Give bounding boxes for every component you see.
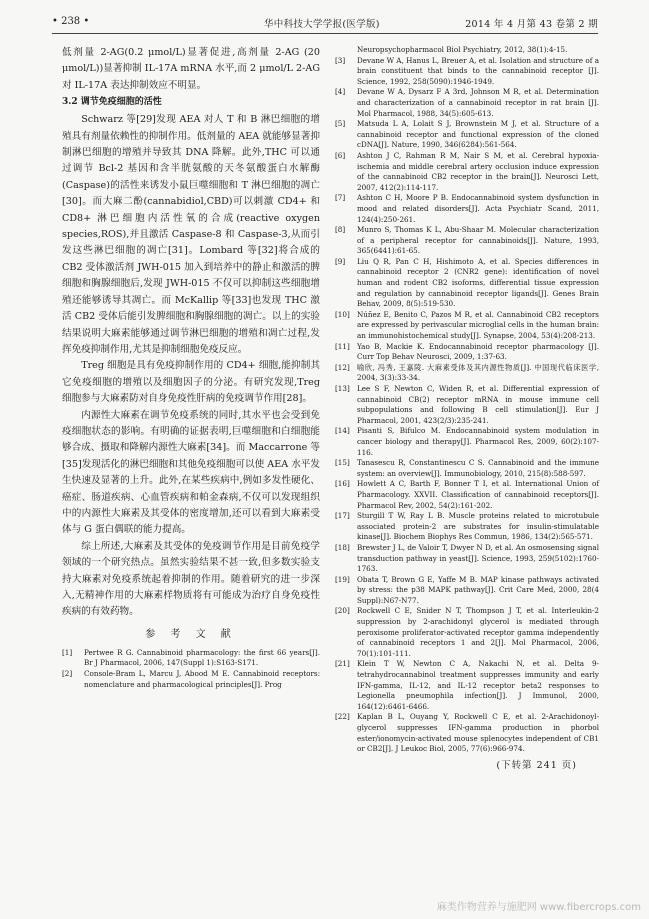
reference-number: [12] (335, 362, 350, 372)
reference-item (335, 479, 599, 511)
reference-number: [20] (335, 606, 350, 616)
reference-item (335, 363, 599, 384)
reference-text: Pertwee R G. Cannabinoid pharmacology: the first 66 years[J]. Br J Pharmacol, 2006, 147(Suppl 1):S163-S171. (84, 647, 320, 668)
reference-item (335, 151, 599, 193)
reference-number: [2] (62, 669, 73, 678)
reference-number: [8] (335, 225, 346, 235)
reference-number: [14] (335, 426, 350, 436)
reference-text: Matsuda L A, Lolait S J, Brownstein M J, et al. Structure of a cannabinoid receptor and functional expression of the cloned cDNA[J]. Nature, 1990, 346(6284):561-564. (357, 119, 599, 150)
reference-item (335, 225, 599, 257)
reference-text: Yao B, Mackie K. Endocannabinoid receptor pharmacology [J]. Curr Top Behav Neurosci, 2009, 1:37-63. (357, 341, 599, 362)
references-title: 参 考 文 献 (145, 628, 237, 640)
reference-text: Devane W A, Dysarz F A 3rd, Johnson M R, et al. Determination and characterization of a cannabinoid receptor in rat brain [J]. Mol Pharmacol, 1988, 34(5):605-613. (357, 87, 599, 118)
header-rule (52, 33, 598, 34)
reference-text: Munro S, Thomas K L, Abu-Shaar M. Molecular characterization of a peripheral receptor for cannabinoids[J]. Nature, 1993, 365(6441):61-65. (357, 225, 599, 256)
reference-item (335, 511, 599, 543)
paragraph-intro: 低剂量 2-AG(0.2 μmol/L)显著促进,高剂量 2-AG (20 μmol/L))显著抑制 IL-17A mRNA 水平,而 2 μmol/L 2-AG 对 IL-17A 表达抑制效应不明显。 (62, 47, 320, 91)
reference-text: Klein T W, Newton C A, Nakachi N, et al. Delta 9-tetrahydrocannabinol treatment suppresses immunity and early IFN-gamma, IL-12, and IL-12 receptor beta2 responses to Legionella pneumophila infection[J]. J Immunol, 2000, 164(12):6461-6466. (357, 659, 599, 711)
reference-text: Tanasescu R, Constantinescu C S. Cannabinoid and the immune system: an overview[J]. Immunobiology, 2010, 215(8):588-597. (357, 458, 599, 478)
reference-text: 喻欣, 冯秀, 王嘉陵. 大麻素受体及其内源性物质[J]. 中国现代临床医学, 2004, 3(3):33-34. (357, 362, 599, 383)
reference-text: Lee S F, Newton C, Widen R, et al. Differential expression of cannabinoid CB(2) receptor mRNA in mouse immune cell subpopulations and following B cell stimulation[J]. Eur J Pharmacol, 2001, 423(2/3):235-241. (357, 384, 599, 425)
reference-number: [13] (335, 384, 350, 393)
reference-item (335, 56, 599, 88)
watermark: 麻类作物营养与施肥网 www.fibercrops.com (436, 902, 641, 913)
journal-title: 华中科技大学学报(医学版) (264, 19, 380, 30)
reference-number (335, 45, 357, 56)
paragraph-lymphocyte: Schwarz 等[29]发现 AEA 对人 T 和 B 淋巴细胞的增殖具有剂量依赖性的抑制作用。低剂量的 AEA 就能够显著抑制淋巴细胞的增殖并导致其 DNA 降解。此外,THC 可以通过调节 Bcl-2 基因和含半胱氨酸的天冬氨酸蛋白水解酶(Caspase)的活性来诱发小鼠巨噬细胞和 T 淋巴细胞的凋亡[30]。而大麻二酚(cannabidiol,CBD)可以刺激 CD4+ 和 CD8+ 淋巴细胞内活性氧的合成(reactive oxygen species,ROS),并且激活 Caspase-8 和 Caspase-3,从而引发这些淋巴细胞的凋亡[31]。Lombard 等[32]将合成的 CB2 受体激活剂 JWH-015 加入到培养中的静止和激活的脾细胞和胸腺细胞后,发现 JWH-015 不仅可以抑制这些细胞增殖还能够诱导其凋亡。而 McKallip 等[33]也发现 THC 激活 CB2 受体后能引发脾细胞和胸腺细胞的凋亡。以上的实验结果说明大麻素能够通过调节淋巴细胞的增殖和凋亡过程,发挥免疫抑制作用,尤其是抑制细胞免疫反应。 (62, 114, 320, 355)
reference-item (335, 119, 599, 151)
reference-number: [11] (335, 341, 350, 351)
reference-number: [5] (335, 119, 346, 129)
page-number: • 238 • (52, 16, 90, 27)
reference-text: Neuropsychopharmacol Biol Psychiatry, 2012, 38(1):4-15. (357, 45, 568, 54)
reference-item (335, 87, 599, 119)
reference-number: [15] (335, 458, 350, 468)
reference-list-left (62, 648, 320, 690)
reference-number: [4] (335, 87, 346, 97)
reference-number: [1] (62, 647, 73, 657)
paragraph-endocannabinoid: 内源性大麻素在调节免疫系统的同时,其水平也会受到免疫细胞状态的影响。有明确的证据表明,巨噬细胞和白细胞能够合成、摄取和降解内源性大麻素[34]。而 Maccarrone 等[35]发现活化的淋巴细胞和其他免疫细胞可以使 AEA 水平发生快速及显著的上升。此外,在某些疾病中,例如多发性硬化、癌症、肠道疾病、心血管疾病和帕金森病,不仅可以发现组织中的内源性大麻素及其受体的密度增加,还可以看到大麻素受体与 G 蛋白偶联的能力提高。 (62, 409, 320, 536)
reference-number: [9] (335, 256, 346, 266)
section-subheading: 3.2 调节免疫细胞的活性 (62, 97, 162, 108)
reference-text: Ashton C H, Moore P B. Endocannabinoid system dysfunction in mood and related disorders[J]. Acta Psychiatr Scand, 2011, 124(4):250-261. (357, 193, 599, 224)
reference-text: Pisanti S, Bifulco M. Endocannabinoid system modulation in cancer biology and therapy[J]. Pharmacol Res, 2009, 60(2):107-116. (357, 426, 599, 457)
reference-text: Sturgill T W, Ray L B. Muscle proteins related to microtubule associated protein-2 are substrates for insulin-stimulatable kinase[J]. Biochem Biophys Res Commun, 1986, 134(2):565-571. (357, 511, 599, 542)
reference-item (335, 426, 599, 458)
reference-number: [22] (335, 712, 350, 722)
reference-item (335, 458, 599, 479)
right-column (335, 45, 599, 771)
left-column (62, 45, 320, 690)
reference-text: Howlett A C, Barth F, Bonner T I, et al. International Union of Pharmacology. XXVII. Classification of cannabinoid receptors[J]. Pharmacol Rev, 2002, 54(2):161-202. (357, 479, 599, 510)
reference-number: [18] (335, 542, 350, 552)
reference-text: Obata T, Brown G E, Yaffe M B. MAP kinase pathways activated by stress: the p38 MAPK pathway[J]. Crit Care Med, 2000, 28(4 Suppl):N67-N77. (357, 574, 599, 605)
page-header (52, 14, 598, 34)
reference-item (62, 648, 320, 669)
reference-text: Kaplan B L, Ouyang Y, Rockwell C E, et al. 2-Arachidonoyl-glycerol suppresses IFN-gamma production in phorbol ester/ionomycin-activated mouse splenocytes independent of CB1 or CB2[J]. J Leukoc Biol, 2005, 77(6):966-974. (357, 712, 599, 754)
reference-item (335, 45, 599, 56)
reference-number: [19] (335, 574, 350, 584)
reference-text: Núñez E, Benito C, Pazos M R, et al. Cannabinoid CB2 receptors are expressed by perivascular microglial cells in the human brain: an immunohistochemical study[J]. Synapse, 2004, 53(4):208-213. (357, 309, 599, 341)
reference-item (335, 342, 599, 363)
reference-number: [16] (335, 479, 350, 489)
reference-number: [21] (335, 659, 350, 669)
reference-item (335, 606, 599, 659)
reference-item (335, 193, 599, 225)
continued-note: (下转第 241 页) (496, 759, 577, 771)
reference-text: Ashton J C, Rahman R M, Nair S M, et al. Cerebral hypoxia-ischemia and middle cerebral artery occlusion induce expression of the cannabinoid CB2 receptor in the brain[J]. Neurosci Lett, 2007, 412(2):114-117. (357, 150, 599, 192)
reference-text: Liu Q R, Pan C H, Hishimoto A, et al. Species differences in cannabinoid receptor 2 (CNR2 gene): identification of novel human and rodent CB2 isoforms, differential tissue expression and regulation by cannabinoid receptor ligands[J]. Genes Brain Behav, 2009, 8(5):519-530. (357, 256, 599, 309)
reference-number: [3] (335, 55, 346, 65)
reference-number: [17] (335, 511, 350, 521)
reference-number: [6] (335, 150, 346, 160)
reference-number: [10] (335, 309, 350, 319)
reference-text: Console-Bram L, Marcu J, Abood M E. Cannabinoid receptors: nomenclature and pharmacological principles[J]. Prog (84, 669, 320, 689)
reference-item (335, 257, 599, 310)
reference-item (335, 575, 599, 607)
reference-item (335, 310, 599, 342)
reference-item (335, 712, 599, 754)
paragraph-summary: 综上所述,大麻素及其受体的免疫调节作用是目前免疫学领域的一个研究热点。虽然实验结果不甚一致,但多数实验支持大麻素对免疫系统起着抑制的作用。随着研究的进一步深入,无精神作用的大麻素样物质将有可能成为治疗自身免疫性疾病的有效药物。 (62, 540, 320, 618)
issue-info: 2014 年 4 月第 43 卷第 2 期 (465, 19, 598, 30)
reference-item (335, 543, 599, 575)
reference-item (335, 384, 599, 426)
reference-text: Brewster J L, de Valoir T, Dwyer N D, et al. An osmosensing signal transduction pathway in yeast[J]. Science, 1993, 259(5102):1760-1763. (357, 542, 599, 574)
reference-item (335, 659, 599, 712)
reference-number: [7] (335, 193, 346, 203)
reference-text: Devane W A, Hanus L, Breuer A, et al. Isolation and structure of a brain constituent that binds to the cannabinoid receptor [J]. Science, 1992, 258(5090):1946-1949. (357, 55, 599, 86)
reference-item (62, 669, 320, 690)
paragraph-treg: Treg 细胞是具有免疫抑制作用的 CD4+ 细胞,能抑制其它免疫细胞的增殖以及细胞因子的分泌。有研究发现,Treg 细胞参与大麻素防对自身免疫性肝病的免疫调节作用[28]。 (62, 360, 320, 405)
reference-list-right (335, 45, 599, 755)
reference-text: Rockwell C E, Snider N T, Thompson J T, et al. Interleukin-2 suppression by 2-arachidonyl glycerol is mediated through peroxisome proliferator-activated receptor gamma independently of cannabinoid receptors 1 and 2[J]. Mol Pharmacol, 2006, 70(1):101-111. (357, 606, 599, 658)
